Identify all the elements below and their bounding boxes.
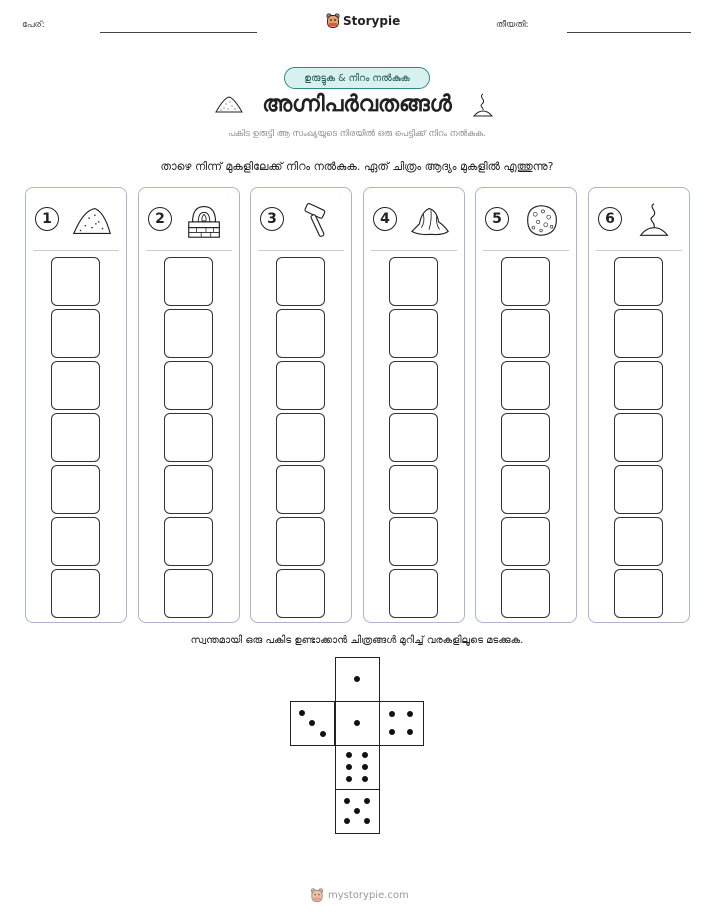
column-number: 4 <box>373 207 397 231</box>
column-number: 3 <box>260 207 284 231</box>
color-box[interactable] <box>614 413 663 462</box>
color-box[interactable] <box>276 569 325 618</box>
name-label: പേര്: <box>22 20 45 30</box>
dice-pip <box>362 764 368 770</box>
color-box[interactable] <box>501 517 550 566</box>
page-title: അഗ്നിപർവതങ്ങൾ <box>262 92 452 117</box>
color-box[interactable] <box>389 465 438 514</box>
dice-pip <box>364 818 370 824</box>
color-box[interactable] <box>51 517 100 566</box>
column-6 <box>588 187 690 623</box>
dice-instruction: സ്വന്തമായി ഒരു പകിട ഉണ്ടാക്കാൻ ചിത്രങ്ങൾ മുറിച്ച് വരകളിലൂടെ മടക്കുക. <box>190 635 524 646</box>
dice-pip <box>389 729 395 735</box>
storypie-bear-icon <box>326 13 340 29</box>
color-box[interactable] <box>614 257 663 306</box>
color-box[interactable] <box>614 517 663 566</box>
column-4 <box>363 187 465 623</box>
dice-pip <box>346 776 352 782</box>
color-box[interactable] <box>276 361 325 410</box>
color-box[interactable] <box>389 361 438 410</box>
color-box[interactable] <box>389 309 438 358</box>
smoke-vent-icon <box>472 92 494 118</box>
dice-pip <box>407 729 413 735</box>
ash-pile-icon <box>70 200 114 240</box>
color-box[interactable] <box>51 413 100 462</box>
color-box[interactable] <box>614 569 663 618</box>
color-box[interactable] <box>164 309 213 358</box>
color-box[interactable] <box>51 465 100 514</box>
color-box[interactable] <box>276 465 325 514</box>
dice-pip <box>354 808 360 814</box>
color-box[interactable] <box>164 465 213 514</box>
column-divider <box>596 250 682 251</box>
dice-face-1 <box>335 701 380 746</box>
footer <box>310 888 409 903</box>
dice-face-1 <box>335 657 380 702</box>
dice-face-4 <box>379 701 424 746</box>
color-box[interactable] <box>276 309 325 358</box>
color-box[interactable] <box>614 309 663 358</box>
name-line[interactable] <box>100 32 257 33</box>
color-box[interactable] <box>51 257 100 306</box>
dice-pip <box>346 752 352 758</box>
color-box[interactable] <box>501 257 550 306</box>
color-box[interactable] <box>164 569 213 618</box>
color-box[interactable] <box>389 517 438 566</box>
color-box[interactable] <box>501 413 550 462</box>
column-1 <box>25 187 127 623</box>
color-box[interactable] <box>501 465 550 514</box>
brand-name: Storypie <box>343 14 401 28</box>
color-box[interactable] <box>164 257 213 306</box>
dice-pip <box>389 711 395 717</box>
column-divider <box>258 250 344 251</box>
color-box[interactable] <box>164 517 213 566</box>
dice-face-6 <box>335 745 380 790</box>
dice-pip <box>344 818 350 824</box>
dice-pip <box>362 752 368 758</box>
smoke-vent-icon <box>633 200 677 240</box>
dice-face-5 <box>335 789 380 834</box>
color-box[interactable] <box>389 257 438 306</box>
color-box[interactable] <box>276 257 325 306</box>
lava-mound-icon <box>408 200 452 240</box>
color-box[interactable] <box>614 361 663 410</box>
color-box[interactable] <box>501 361 550 410</box>
date-label: തീയതി: <box>496 20 529 30</box>
column-divider <box>371 250 457 251</box>
hammer-icon <box>295 200 339 240</box>
color-box[interactable] <box>501 569 550 618</box>
color-box[interactable] <box>164 413 213 462</box>
instruction-text: താഴെ നിന്ന് മുകളിലേക്ക് നിറം നൽകുക. ഏത് ചിത്രം ആദ്യം മുകളിൽ എത്തുന്നു? <box>160 160 554 173</box>
color-box[interactable] <box>389 413 438 462</box>
color-box[interactable] <box>51 361 100 410</box>
dice-pip <box>320 731 326 737</box>
dice-pip <box>346 764 352 770</box>
column-number: 1 <box>35 207 59 231</box>
column-number: 6 <box>598 207 622 231</box>
dice-pip <box>362 776 368 782</box>
color-box[interactable] <box>164 361 213 410</box>
column-divider <box>146 250 232 251</box>
volcanic-rock-icon <box>520 200 564 240</box>
furnace-icon <box>183 200 227 240</box>
dice-pip <box>309 720 315 726</box>
color-box[interactable] <box>614 465 663 514</box>
column-3 <box>250 187 352 623</box>
dice-pip <box>344 798 350 804</box>
column-number: 2 <box>148 207 172 231</box>
color-box[interactable] <box>501 309 550 358</box>
column-number: 5 <box>485 207 509 231</box>
footer-url[interactable]: mystorypie.com <box>328 890 409 901</box>
dice-pip <box>407 711 413 717</box>
color-box[interactable] <box>51 309 100 358</box>
dice-pip <box>354 720 360 726</box>
column-divider <box>483 250 569 251</box>
date-line[interactable] <box>567 32 691 33</box>
storypie-bear-icon <box>310 888 324 903</box>
dice-pip <box>364 798 370 804</box>
color-box[interactable] <box>389 569 438 618</box>
activity-tag: ഉരുട്ടുക & നിറം നൽകുക <box>284 67 430 89</box>
brand-logo <box>326 13 400 29</box>
column-divider <box>33 250 119 251</box>
dice-face-3 <box>290 701 335 746</box>
subtitle: പകിട ഉരുട്ടി ആ സംഖ്യയുടെ നിരയിൽ ഒരു പെട്ടിക്ക് നിറം നൽകുക. <box>228 129 486 139</box>
color-box[interactable] <box>276 413 325 462</box>
color-box[interactable] <box>276 517 325 566</box>
color-box[interactable] <box>51 569 100 618</box>
column-5 <box>475 187 577 623</box>
dice-pip <box>354 676 360 682</box>
column-2 <box>138 187 240 623</box>
dice-pip <box>299 710 305 716</box>
